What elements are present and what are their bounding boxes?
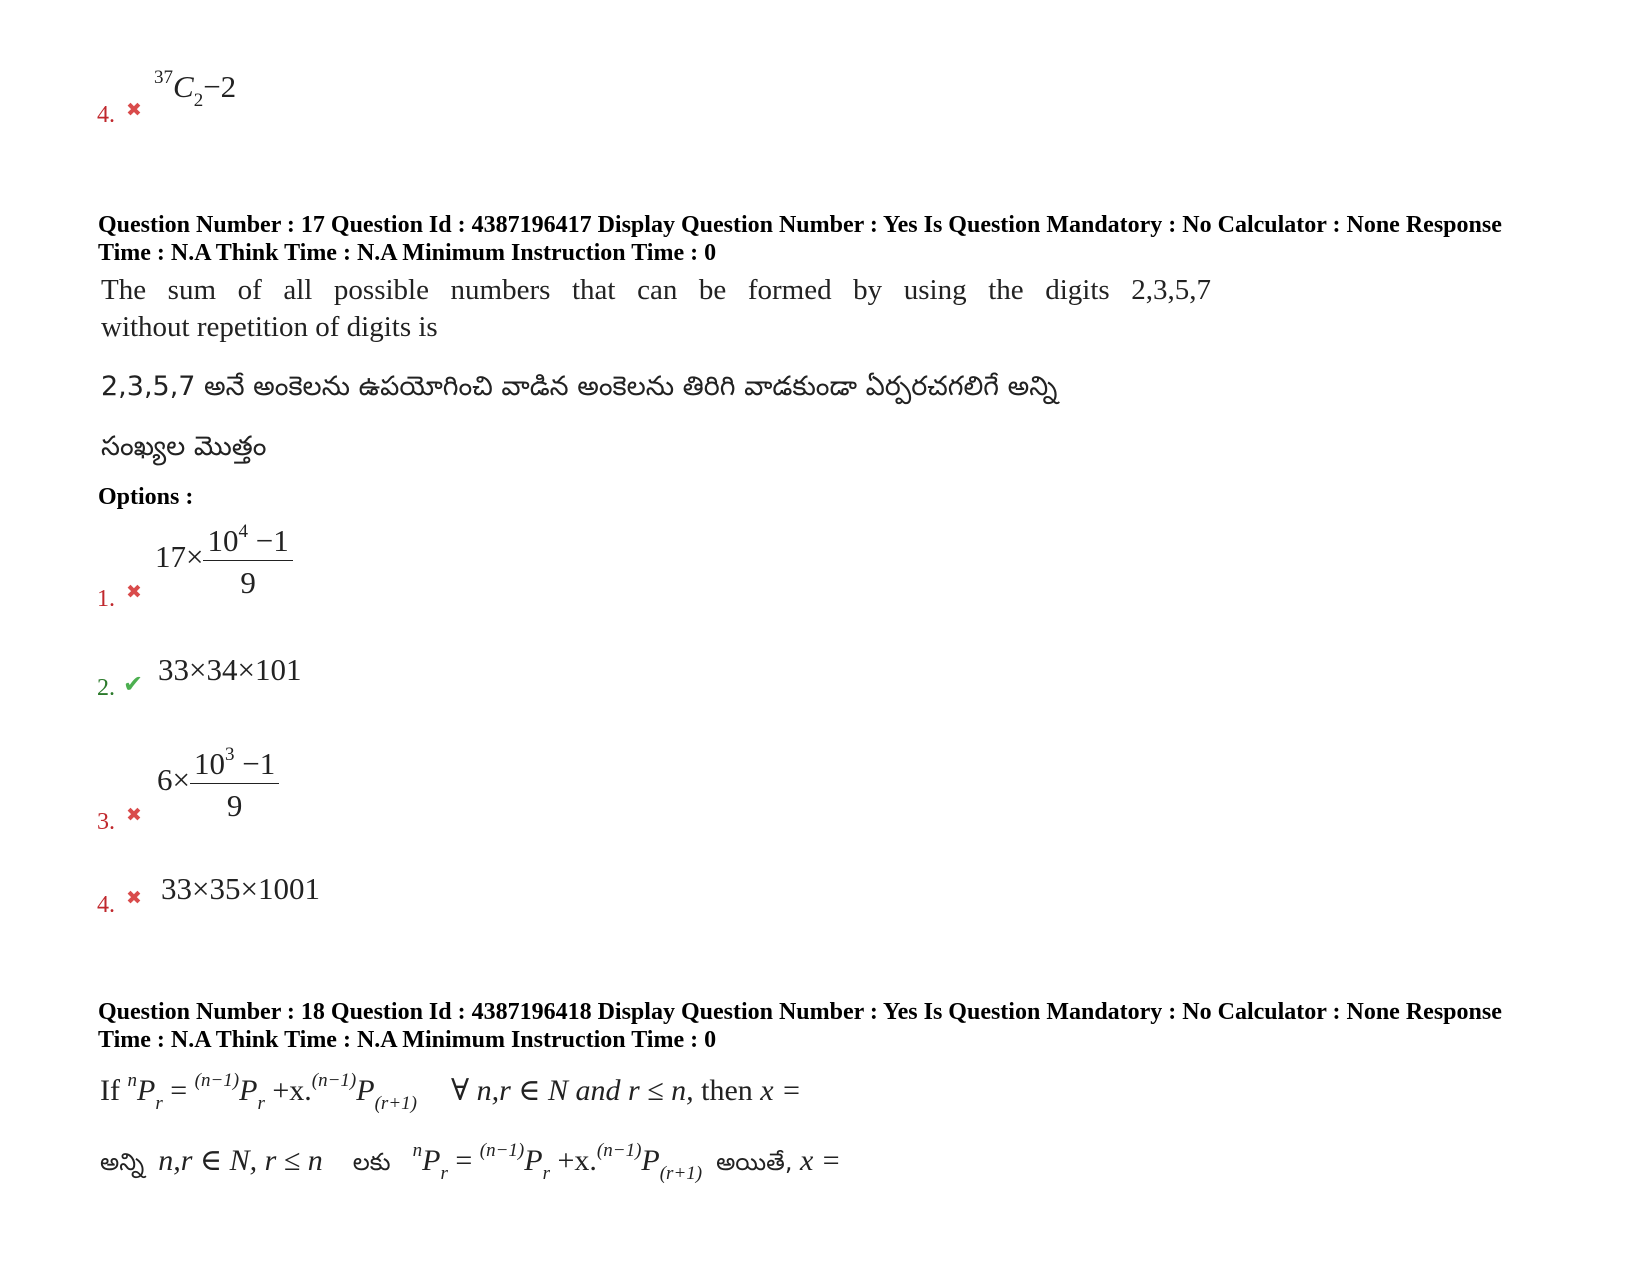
num-tail: −1 (247, 523, 289, 558)
num-base: 10 (207, 523, 239, 558)
fraction-denominator: 9 (240, 565, 256, 600)
x-equals: x = (760, 1074, 802, 1107)
perm-symbol: P (422, 1144, 441, 1177)
expr-lead: 17× (155, 539, 204, 575)
cross-icon: ✖ (126, 804, 142, 826)
option-expression: 33×35×1001 (161, 871, 320, 906)
fraction-numerator (203, 522, 292, 561)
cross-icon: ✖ (126, 887, 142, 909)
options-label: Options : (98, 484, 194, 510)
expr-base: C (173, 69, 194, 104)
option-expression (154, 68, 236, 110)
check-icon: ✔ (123, 670, 144, 698)
num-exponent: 3 (224, 744, 235, 765)
expr-lead: 6× (157, 762, 190, 798)
question-meta-line1: Question Number : 18 Question Id : 4387196418 Display Question Number : Yes Is Question Mandatory : No Calculator : None Response (98, 999, 1502, 1025)
question-meta (98, 211, 1578, 267)
condition: ∀ n,r ∈ N and r ≤ n, (450, 1074, 694, 1107)
r-subscript: r (257, 1093, 265, 1114)
then-word: then (693, 1074, 761, 1107)
if-word: If (100, 1074, 128, 1107)
expr-tail: −2 (203, 69, 237, 104)
condition: n,r ∈ N, r ≤ n (158, 1144, 323, 1177)
expr-subscript: 2 (193, 90, 204, 111)
r-subscript: r (542, 1163, 550, 1184)
perm-symbol: P (136, 1074, 156, 1107)
question-text-line1: The sum of all possible numbers that can be formed by using the digits 2,3,5,7 (101, 274, 1211, 306)
r-plus-1-subscript: (r+1) (659, 1163, 703, 1184)
r-subscript: r (440, 1163, 448, 1184)
perm-symbol: P (356, 1074, 375, 1107)
option-expression (155, 522, 293, 598)
option-expression (157, 745, 279, 821)
x-equals: x = (792, 1144, 842, 1177)
n-superscript: n (412, 1140, 423, 1161)
n-superscript: n (127, 1070, 137, 1091)
question-text-line2: without repetition of digits is (101, 311, 438, 343)
plus-x: +x. (264, 1074, 312, 1107)
n-minus-1-superscript: (n−1) (596, 1140, 642, 1161)
n-minus-1-superscript: (n−1) (194, 1070, 240, 1091)
question-meta-line1: Question Number : 17 Question Id : 4387196417 Display Question Number : Yes Is Question Mandatory : No Calculator : None Response (98, 212, 1502, 238)
cross-icon: ✖ (126, 581, 142, 603)
question-text-telugu-line2: సంఖ్యల మొత్తం (101, 431, 267, 462)
n-minus-1-superscript: (n−1) (479, 1140, 525, 1161)
question-text-telugu-line1: 2,3,5,7 అనే అంకెలను ఉపయోగించి వాడిన అంకెలను తిరిగి వాడకుండా ఏర్పరచగలిగే అన్ని (101, 371, 1058, 402)
num-base: 10 (193, 746, 225, 781)
n-minus-1-superscript: (n−1) (311, 1070, 357, 1091)
question-meta (98, 998, 1578, 1054)
r-subscript: r (155, 1093, 163, 1114)
fraction (190, 745, 279, 821)
fraction (203, 522, 292, 598)
equals: = (162, 1074, 195, 1107)
option-number: 1. (97, 586, 115, 612)
perm-symbol: P (524, 1144, 543, 1177)
question-text-english (100, 1071, 801, 1113)
fraction-denominator: 9 (226, 788, 243, 823)
laku-word: లకు (352, 1148, 391, 1176)
fraction-numerator (190, 745, 279, 784)
option-number: 2. (97, 675, 115, 701)
expr-superscript: 37 (154, 67, 173, 88)
question-meta-line2: Time : N.A Think Time : N.A Minimum Instruction Time : 0 (98, 240, 717, 266)
perm-symbol: P (641, 1144, 660, 1177)
option-number: 3. (97, 809, 115, 835)
option-number: 4. (97, 892, 115, 918)
anni-word: అన్ని (100, 1148, 145, 1176)
num-tail: −1 (234, 746, 276, 781)
cross-icon: ✖ (126, 99, 142, 121)
question-text-telugu (100, 1141, 841, 1183)
question-text-english (101, 272, 1211, 346)
ayite-word: అయితే, (716, 1148, 793, 1176)
option-expression: 33×34×101 (158, 652, 302, 687)
num-exponent: 4 (238, 521, 248, 542)
plus-x: +x. (550, 1144, 597, 1177)
question-meta-line2: Time : N.A Think Time : N.A Minimum Instruction Time : 0 (98, 1027, 717, 1053)
perm-symbol: P (239, 1074, 258, 1107)
equals: = (447, 1144, 480, 1177)
r-plus-1-subscript: (r+1) (374, 1093, 417, 1114)
option-number: 4. (97, 102, 115, 128)
